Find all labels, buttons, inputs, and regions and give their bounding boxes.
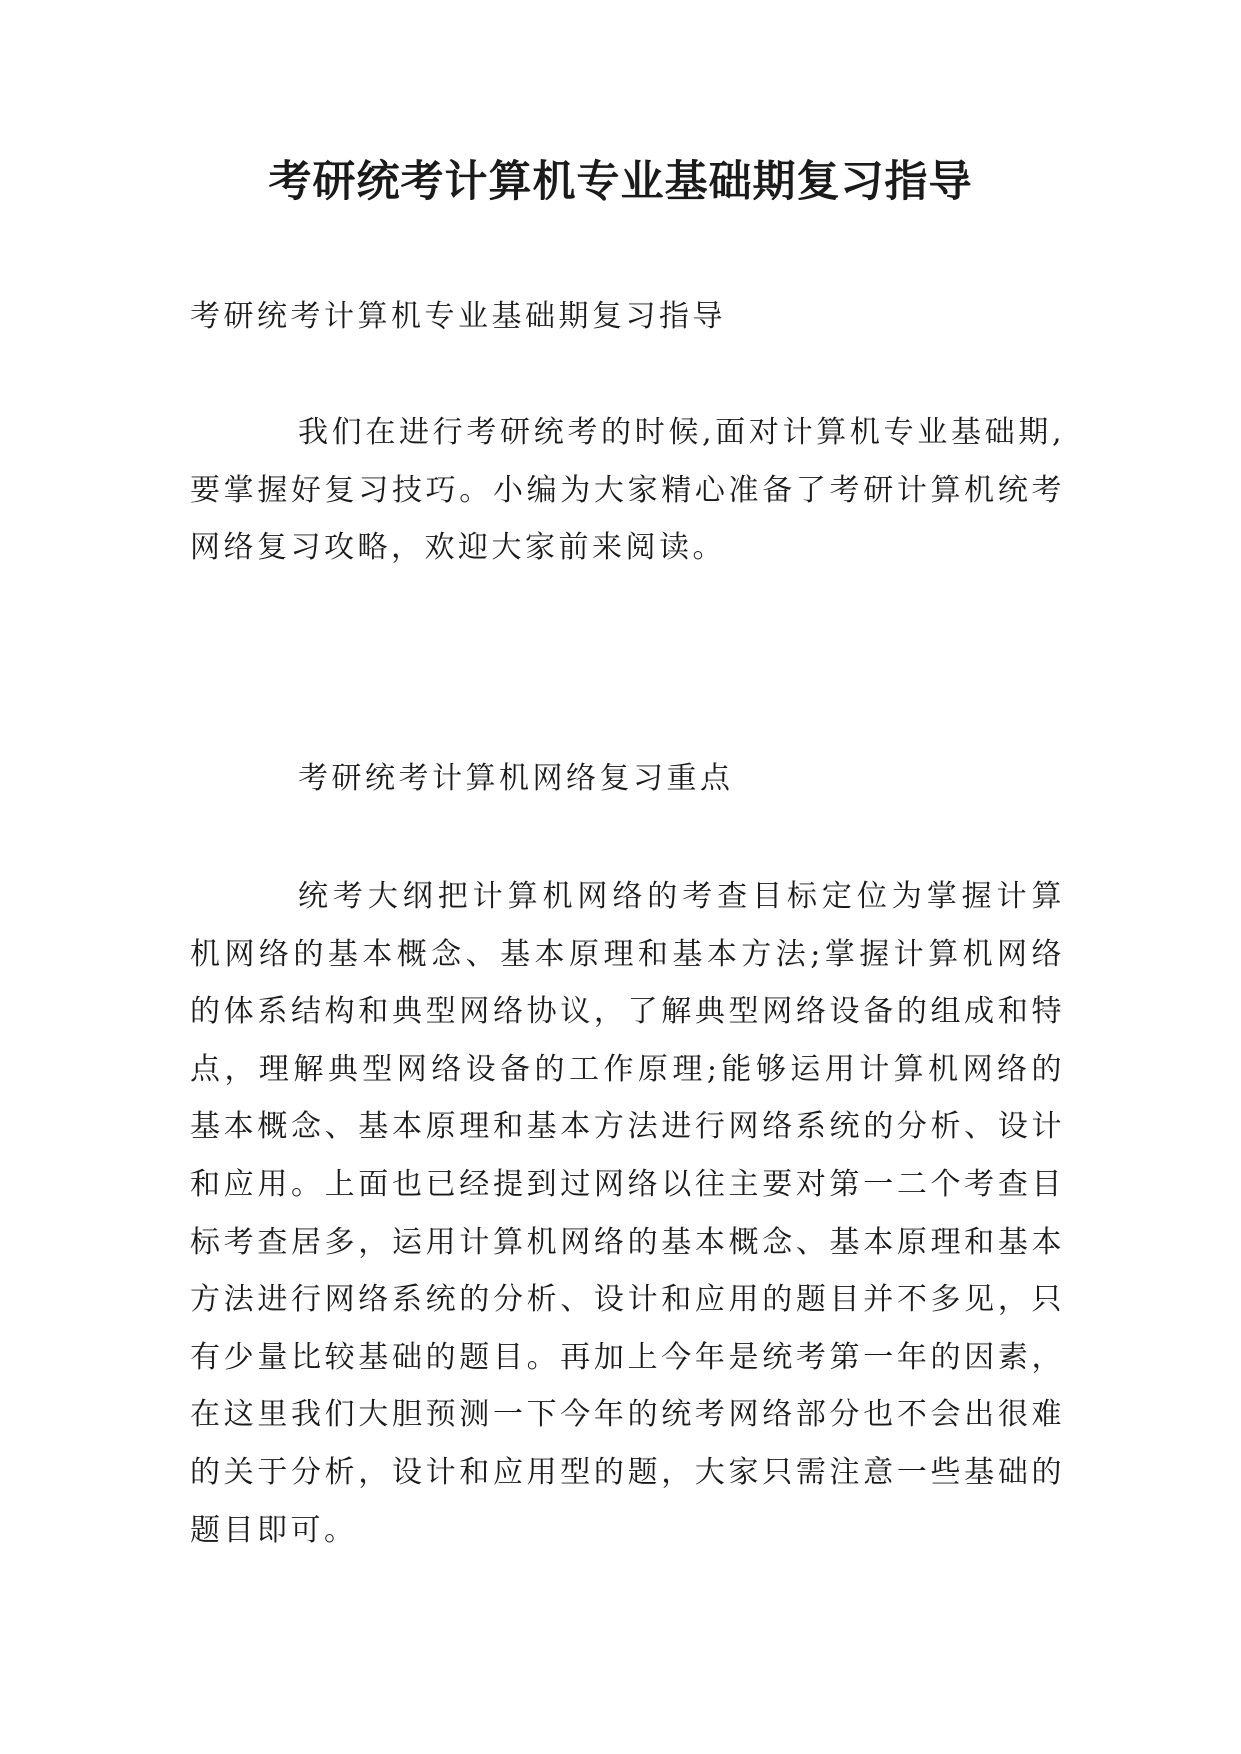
body-paragraph: 统考大纲把计算机网络的考查目标定位为掌握计算机网络的基本概念、基本原理和基本方法;掌握计算机网络的体系结构和典型网络协议，了解典型网络设备的组成和特点，理解典型网络设备的工作原理;能够运用计算机网络的基本概念、基本原理和基本方法进行网络系统的分析、设计和应用。上面也已经提到过网络以往主要对第一二个考查目标考查居多，运用计算机网络的基本概念、基本原理和基本方法进行网络系统的分析、设计和应用的题目并不多见，只有少量比较基础的题目。再加上今年是统考第一年的因素，在这里我们大胆预测一下今年的统考网络部分也不会出很难的关于分析，设计和应用型的题，大家只需注意一些基础的题目即可。 bbox=[190, 879, 1065, 1548]
document-subtitle: 考研统考计算机专业基础期复习指导 bbox=[190, 299, 726, 334]
intro-paragraph: 我们在进行考研统考的时候,面对计算机专业基础期,要掌握好复习技巧。小编为大家精心准备了考研计算机统考网络复习攻略，欢迎大家前来阅读。 bbox=[190, 415, 1065, 566]
document-title: 考研统考计算机专业基础期复习指导 bbox=[268, 157, 973, 207]
section-heading: 考研统考计算机网络复习重点 bbox=[298, 761, 734, 796]
